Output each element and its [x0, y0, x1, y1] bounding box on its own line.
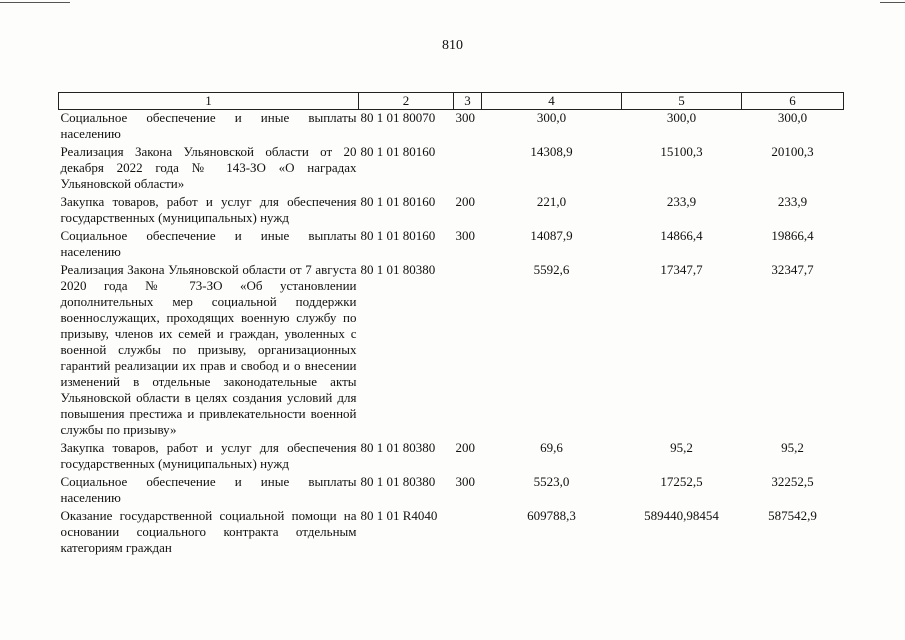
row-value-3: 32252,5 — [771, 474, 814, 489]
row-value-2: 14866,4 — [660, 228, 703, 243]
row-value-2: 233,9 — [666, 194, 697, 209]
scan-edge-mark-left — [0, 2, 70, 3]
row-type — [454, 508, 482, 558]
row-value-2: 17252,5 — [660, 474, 703, 489]
header-col-3: 3 — [454, 93, 482, 110]
table-row — [59, 194, 844, 228]
row-value-3: 587542,9 — [768, 508, 817, 523]
table-row — [59, 440, 844, 474]
row-value-3: 300,0 — [777, 110, 808, 125]
row-name: Оказание государственной социальной помощи на основании социального контракта отдельным категориям граждан — [60, 508, 357, 555]
row-code: 80 1 01 80380 — [360, 440, 436, 455]
row-value-3: 20100,3 — [771, 144, 814, 159]
table-row — [59, 228, 844, 262]
row-code: 80 1 01 80160 — [360, 228, 436, 243]
row-value-1: 5523,0 — [533, 474, 570, 489]
row-code: 80 1 01 80380 — [360, 474, 436, 489]
row-value-3: 95,2 — [781, 440, 804, 455]
table-row — [59, 144, 844, 194]
row-name: Социальное обеспечение и иные выплаты населению — [60, 474, 357, 505]
row-value-3: 19866,4 — [771, 228, 814, 243]
header-col-1: 1 — [59, 93, 359, 110]
table-row — [59, 474, 844, 508]
table-row — [59, 110, 844, 145]
row-name: Закупка товаров, работ и услуг для обеспечения государственных (муниципальных) нужд — [60, 440, 357, 471]
row-value-1: 300,0 — [536, 110, 567, 125]
row-type: 300 — [455, 228, 475, 243]
table-header-row — [59, 93, 844, 110]
table-row — [59, 262, 844, 440]
row-value-1: 69,6 — [540, 440, 563, 455]
scan-edge-mark-right — [880, 2, 905, 3]
header-col-4: 4 — [482, 93, 622, 110]
table-row — [59, 508, 844, 558]
row-value-3: 233,9 — [777, 194, 808, 209]
row-value-2: 300,0 — [666, 110, 697, 125]
row-value-2: 15100,3 — [660, 144, 703, 159]
header-col-6: 6 — [742, 93, 844, 110]
row-name: Реализация Закона Ульяновской области от 20 декабря 2022 года № 143-ЗО «О наградах Ульяновской области» — [60, 144, 357, 191]
row-value-2: 17347,7 — [660, 262, 703, 277]
row-value-1: 609788,3 — [527, 508, 576, 523]
row-value-1: 14087,9 — [530, 228, 573, 243]
row-type — [454, 262, 482, 440]
row-type: 300 — [455, 474, 475, 489]
row-name: Реализация Закона Ульяновской области от 7 августа 2020 года № 73-ЗО «Об установлении дополнительных мер социальной поддержки военнослужащих, проходящих военную службу по призыву, членов их семей и граждан, уволенных с военной службы по призыву, организационных гарантий реализации их прав и свобод и о внесении изменений в отдельные законодательные акты Ульяновской области в целях создания условий для повышения престижа и привлекательности военной службы по призыву» — [60, 262, 357, 437]
row-code: 80 1 01 80070 — [360, 110, 436, 125]
row-value-1: 14308,9 — [530, 144, 573, 159]
budget-table — [58, 92, 844, 558]
row-type: 300 — [455, 110, 475, 125]
row-value-1: 5592,6 — [533, 262, 570, 277]
header-col-5: 5 — [622, 93, 742, 110]
row-type: 200 — [455, 440, 475, 455]
row-name: Закупка товаров, работ и услуг для обеспечения государственных (муниципальных) нужд — [60, 194, 357, 225]
row-name: Социальное обеспечение и иные выплаты населению — [60, 110, 357, 141]
row-code: 80 1 01 R4040 — [360, 508, 438, 523]
row-value-1: 221,0 — [536, 194, 567, 209]
row-value-2: 589440,98454 — [644, 508, 719, 523]
row-code: 80 1 01 80160 — [360, 144, 436, 159]
row-code: 80 1 01 80380 — [360, 262, 436, 277]
row-value-2: 95,2 — [670, 440, 693, 455]
page-number: 810 — [442, 38, 463, 53]
row-type — [454, 144, 482, 194]
row-type: 200 — [455, 194, 475, 209]
header-col-2: 2 — [359, 93, 454, 110]
row-code: 80 1 01 80160 — [360, 194, 436, 209]
row-value-3: 32347,7 — [771, 262, 814, 277]
row-name: Социальное обеспечение и иные выплаты населению — [60, 228, 357, 259]
